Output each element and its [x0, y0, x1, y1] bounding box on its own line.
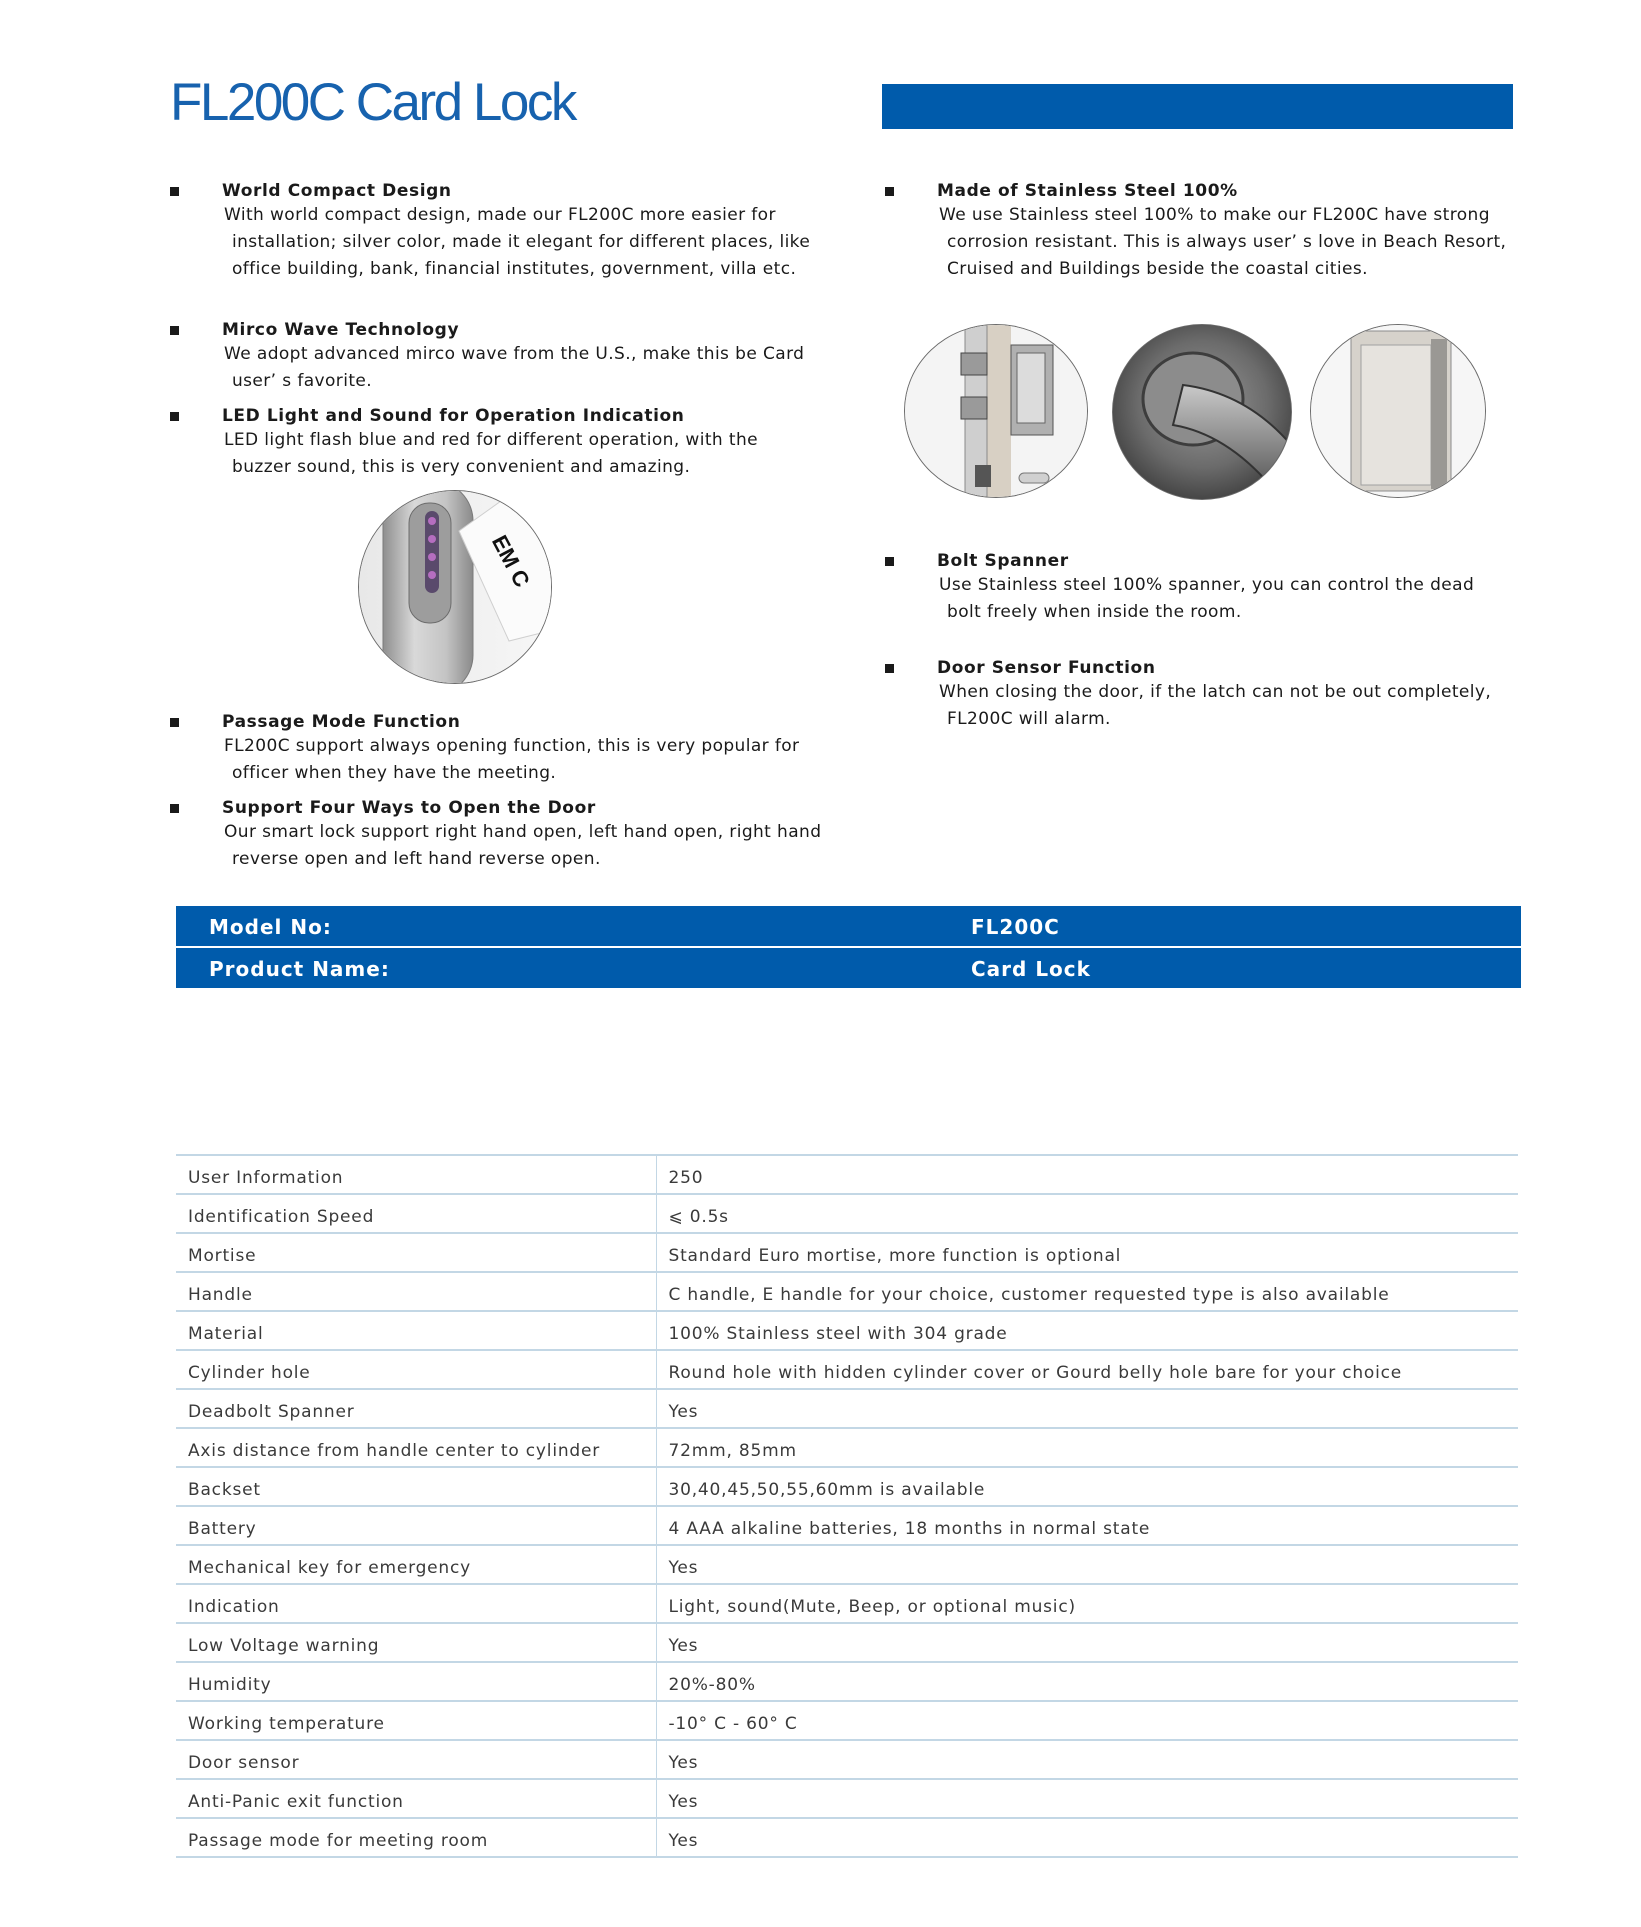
door-sensor-illustration [1311, 325, 1486, 498]
spec-label: Identification Speed [176, 1194, 656, 1233]
bullet-icon [170, 804, 179, 813]
spec-value: 100% Stainless steel with 304 grade [656, 1311, 1518, 1350]
bullet-icon [170, 187, 179, 196]
spec-value: 4 AAA alkaline batteries, 18 months in normal state [656, 1506, 1518, 1545]
spec-value: 30,40,45,50,55,60mm is available [656, 1467, 1518, 1506]
spec-row [176, 1194, 1518, 1233]
spec-value: 20%-80% [656, 1662, 1518, 1701]
spec-row [176, 1740, 1518, 1779]
model-info-table [176, 906, 1521, 988]
card-label-text: EM C [486, 531, 535, 592]
handle-photo [1112, 324, 1292, 500]
bullet-icon [170, 718, 179, 727]
spec-label: Door sensor [176, 1740, 656, 1779]
mortise-photo [904, 324, 1088, 498]
feature-body: Our smart lock support right hand open, left hand open, right hand reverse open and left hand reverse open. [224, 822, 822, 869]
spec-label: Axis distance from handle center to cylinder [176, 1428, 656, 1467]
feature-title: Passage Mode Function [222, 712, 461, 732]
feature-title: World Compact Design [222, 181, 452, 201]
feature-passage-mode-function [222, 712, 822, 787]
handle-illustration [1113, 325, 1292, 500]
spec-label: Handle [176, 1272, 656, 1311]
feature-title: Door Sensor Function [937, 658, 1156, 678]
bullet-icon [885, 187, 894, 196]
spec-label: Backset [176, 1467, 656, 1506]
product-name-label: Product Name: [209, 957, 390, 981]
product-name-row [176, 948, 1521, 988]
spec-label: Mortise [176, 1233, 656, 1272]
spec-label: Low Voltage warning [176, 1623, 656, 1662]
model-no-value: FL200C [971, 915, 1060, 939]
spec-label: User Information [176, 1155, 656, 1194]
spec-row [176, 1467, 1518, 1506]
bullet-icon [170, 412, 179, 421]
spec-row [176, 1623, 1518, 1662]
spec-value: 72mm, 85mm [656, 1428, 1518, 1467]
spec-row [176, 1662, 1518, 1701]
feature-body: We adopt advanced mirco wave from the U.S., make this be Card user’ s favorite. [224, 344, 805, 391]
spec-row [176, 1701, 1518, 1740]
spec-value: -10° C - 60° C [656, 1701, 1518, 1740]
model-no-label: Model No: [209, 915, 332, 939]
title-accent-bar [882, 84, 1513, 129]
spec-label: Cylinder hole [176, 1350, 656, 1389]
spec-label: Material [176, 1311, 656, 1350]
spec-row [176, 1155, 1518, 1194]
product-name-value: Card Lock [971, 957, 1091, 981]
spec-row [176, 1584, 1518, 1623]
bullet-icon [885, 557, 894, 566]
feature-stainless-steel [937, 181, 1507, 283]
feature-title: Mirco Wave Technology [222, 320, 460, 340]
mortise-illustration [905, 325, 1088, 498]
spec-value: Standard Euro mortise, more function is optional [656, 1233, 1518, 1272]
feature-four-ways-to-open [222, 798, 822, 873]
spec-row [176, 1350, 1518, 1389]
spec-label: Battery [176, 1506, 656, 1545]
feature-mirco-wave-technology [222, 320, 822, 395]
spec-value: C handle, E handle for your choice, customer requested type is also available [656, 1272, 1518, 1311]
spec-table [176, 1154, 1518, 1858]
feature-body: We use Stainless steel 100% to make our FL200C have strong corrosion resistant. This is always user’ s love in Beach Resort, Cruised and Buildings beside the coastal cities. [939, 205, 1507, 279]
feature-led-light-and-sound [222, 406, 822, 481]
spec-row [176, 1779, 1518, 1818]
spec-value: 250 [656, 1155, 1518, 1194]
spec-value: ⩽ 0.5s [656, 1194, 1518, 1233]
spec-value: Yes [656, 1389, 1518, 1428]
spec-row [176, 1389, 1518, 1428]
feature-body: Use Stainless steel 100% spanner, you can control the dead bolt freely when inside the room. [939, 575, 1475, 622]
card-reader-photo [358, 490, 552, 684]
spec-row [176, 1311, 1518, 1350]
spec-label: Indication [176, 1584, 656, 1623]
spec-value: Yes [656, 1545, 1518, 1584]
page-title: FL200C Card Lock [170, 73, 575, 132]
feature-title: Support Four Ways to Open the Door [222, 798, 596, 818]
feature-title: Made of Stainless Steel 100% [937, 181, 1238, 201]
card-reader-illustration [359, 491, 552, 684]
spec-label: Humidity [176, 1662, 656, 1701]
spec-row [176, 1272, 1518, 1311]
spec-label: Working temperature [176, 1701, 656, 1740]
spec-row [176, 1545, 1518, 1584]
spec-value: Yes [656, 1623, 1518, 1662]
spec-label: Mechanical key for emergency [176, 1545, 656, 1584]
bullet-icon [885, 664, 894, 673]
feature-body: When closing the door, if the latch can not be out completely, FL200C will alarm. [939, 682, 1492, 729]
feature-body: LED light flash blue and red for different operation, with the buzzer sound, this is very convenient and amazing. [224, 430, 758, 477]
model-no-row [176, 906, 1521, 946]
spec-label: Anti-Panic exit function [176, 1779, 656, 1818]
feature-bolt-spanner [937, 551, 1507, 626]
feature-world-compact-design [222, 181, 822, 283]
spec-value: Round hole with hidden cylinder cover or Gourd belly hole bare for your choice [656, 1350, 1518, 1389]
spec-label: Deadbolt Spanner [176, 1389, 656, 1428]
spec-value: Yes [656, 1740, 1518, 1779]
feature-door-sensor-function [937, 658, 1507, 733]
feature-title: LED Light and Sound for Operation Indication [222, 406, 685, 426]
spec-value: Light, sound(Mute, Beep, or optional music) [656, 1584, 1518, 1623]
door-sensor-photo [1310, 324, 1486, 498]
spec-value: Yes [656, 1779, 1518, 1818]
feature-body: FL200C support always opening function, this is very popular for officer when they have the meeting. [224, 736, 800, 783]
feature-title: Bolt Spanner [937, 551, 1069, 571]
bullet-icon [170, 326, 179, 335]
spec-row [176, 1506, 1518, 1545]
feature-body: With world compact design, made our FL200C more easier for installation; silver color, made it elegant for different places, like office building, bank, financial institutes, government, villa etc. [224, 205, 811, 279]
spec-row [176, 1818, 1518, 1857]
spec-row [176, 1233, 1518, 1272]
spec-row [176, 1428, 1518, 1467]
spec-value: Yes [656, 1818, 1518, 1857]
spec-label: Passage mode for meeting room [176, 1818, 656, 1857]
